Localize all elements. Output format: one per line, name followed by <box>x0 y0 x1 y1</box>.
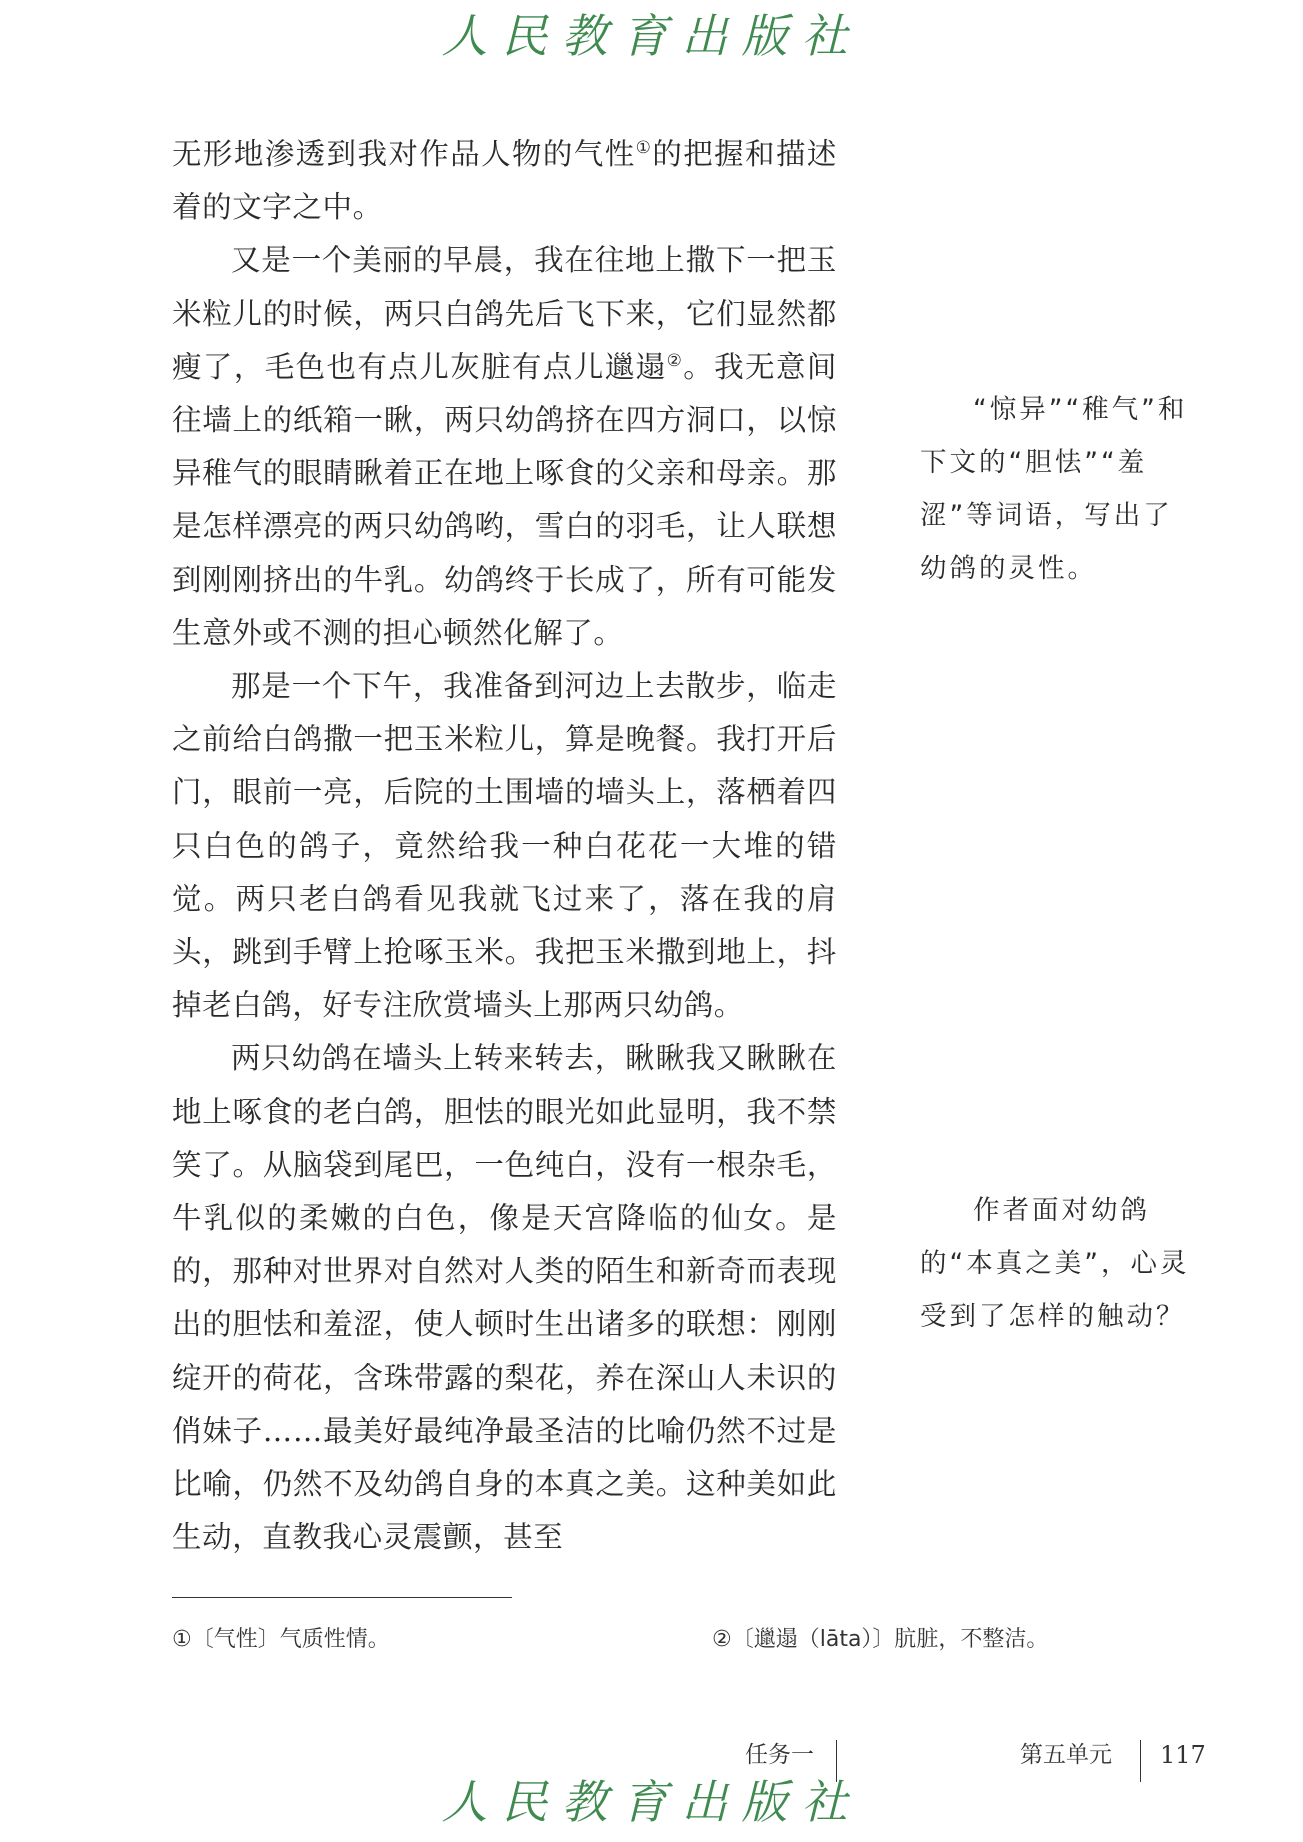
paragraph <box>172 128 837 234</box>
paragraph-text: 两只幼鸽在墙头上转来转去，瞅瞅我又瞅瞅在地上啄食的老白鸽，胆怯的眼光如此显明，我不禁笑了。从脑袋到尾巴，一色纯白，没有一根杂毛，牛乳似的柔嫩的白色，像是天宫降临的仙女。是的，那种对世界对自然对人类的陌生和新奇而表现出的胆怯和羞涩，使人顿时生出诸多的联想：刚刚绽开的荷花，含珠带露的梨花，养在深山人未识的俏妹子……最美好最纯净最圣洁的比喻仍然不过是比喻，仍然不及幼鸽自身的本真之美。这种美如此生动，直教我心灵震颤，甚至 <box>172 1041 837 1555</box>
side-note-1 <box>920 383 1200 595</box>
publisher-watermark-top: 人民教育出版社 <box>441 9 862 63</box>
paragraph <box>172 1032 837 1564</box>
paragraph-text: 又是一个美丽的早晨，我在往地上撒下一把玉米粒儿的时候，两只白鸽先后飞下来，它们显然都瘦了，毛色也有点儿灰脏有点儿邋遢 <box>172 243 837 384</box>
paragraph-text: 。我无意间往墙上的纸箱一瞅，两只幼鸽挤在四方洞口，以惊异稚气的眼睛瞅着正在地上啄食的父亲和母亲。那是怎样漂亮的两只幼鸽哟，雪白的羽毛，让人联想到刚刚挤出的牛乳。幼鸽终于长成了，所有可能发生意外或不测的担心顿然化解了。 <box>172 349 837 650</box>
paragraph <box>172 234 837 660</box>
footnote-2: ②〔邋遢（lāta）〕肮脏，不整洁。 <box>712 1627 1049 1652</box>
main-text <box>172 128 837 1564</box>
paragraph-text: 无形地渗透到我对作品人物的气性 <box>172 137 636 171</box>
side-note-text: “惊异”“稚气”和下文的“胆怯”“羞涩”等词语，写出了幼鸽的灵性。 <box>920 394 1188 584</box>
footnote-1: ①〔气性〕气质性情。 <box>172 1627 390 1652</box>
paragraph <box>172 660 837 1032</box>
side-note-text: 作者面对幼鸽的“本真之美”，心灵受到了怎样的触动？ <box>920 1195 1190 1332</box>
side-note-2 <box>920 1184 1200 1343</box>
footnote-marker[interactable]: ① <box>635 138 653 158</box>
footer-task: 任务一 <box>745 1742 814 1768</box>
footer-unit: 第五单元 <box>1020 1742 1112 1768</box>
page-number: 117 <box>1160 1741 1206 1769</box>
publisher-watermark-bottom: 人民教育出版社 <box>441 1775 862 1829</box>
footnote-marker[interactable]: ② <box>666 350 684 371</box>
paragraph-text: 的把握和描述着的文字之中。 <box>172 137 837 225</box>
footnote-divider <box>172 1597 512 1598</box>
paragraph-text: 那是一个下午，我准备到河边上去散步，临走之前给白鸽撒一把玉米粒儿，算是晚餐。我打开后门，眼前一亮，后院的土围墙的墙头上，落栖着四只白色的鸽子，竟然给我一种白花花一大堆的错觉。两只老白鸽看见我就飞过来了，落在我的肩头，跳到手臂上抢啄玉米。我把玉米撒到地上，抖掉老白鸽，好专注欣赏墙头上那两只幼鸽。 <box>172 669 837 1023</box>
